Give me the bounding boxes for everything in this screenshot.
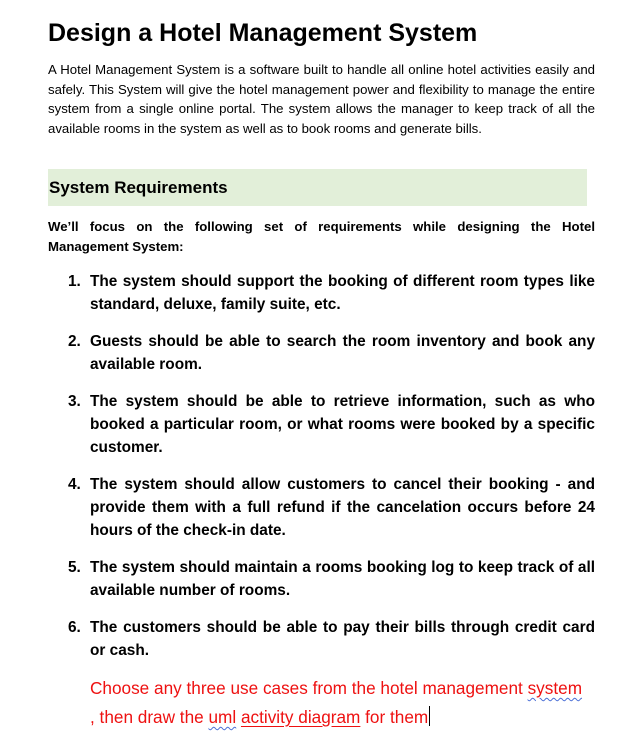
assignment-part-1: Choose any three use cases from the hotel management bbox=[90, 678, 528, 698]
requirement-item bbox=[68, 473, 595, 542]
requirement-number: 2. bbox=[68, 333, 81, 350]
spellcheck-word-system[interactable]: system bbox=[527, 678, 583, 698]
requirement-item bbox=[68, 270, 595, 316]
requirement-text: The system should allow customers to cancel their booking - and provide them with a full refund if the cancelation occurs before 24 hours of the check-in date. bbox=[90, 476, 595, 539]
assignment-text[interactable] bbox=[90, 674, 590, 732]
requirement-number: 6. bbox=[68, 619, 81, 636]
assignment-part-3: for them bbox=[360, 707, 429, 727]
requirements-list bbox=[68, 270, 595, 676]
requirement-text: The customers should be able to pay their bills through credit card or cash. bbox=[90, 619, 595, 659]
requirement-item bbox=[68, 390, 595, 459]
section-heading-text: System Requirements bbox=[49, 178, 228, 197]
requirement-number: 4. bbox=[68, 476, 81, 493]
requirement-number: 3. bbox=[68, 393, 81, 410]
text-caret bbox=[429, 706, 430, 726]
underlined-activity-diagram: activity diagram bbox=[240, 707, 361, 727]
requirement-item bbox=[68, 330, 595, 376]
requirement-number: 5. bbox=[68, 559, 81, 576]
requirement-text: The system should maintain a rooms booking log to keep track of all available number of rooms. bbox=[90, 559, 595, 599]
requirement-item bbox=[68, 616, 595, 662]
requirement-number: 1. bbox=[68, 273, 81, 290]
section-heading-system-requirements bbox=[48, 169, 587, 206]
requirement-text: The system should support the booking of different room types like standard, deluxe, family suite, etc. bbox=[90, 273, 595, 313]
requirement-text: The system should be able to retrieve information, such as who booked a particular room, or what rooms were booked by a specific customer. bbox=[90, 393, 595, 456]
document-title: Design a Hotel Management System bbox=[48, 19, 478, 47]
focus-paragraph: We’ll focus on the following set of requirements while designing the Hotel Management System: bbox=[48, 219, 595, 254]
intro-paragraph: A Hotel Management System is a software built to handle all online hotel activities easily and safely. This System will give the hotel management power and flexibility to manage the entire system from a single online portal. The system allows the manager to keep track of all the available rooms in the system as well as to book rooms and generate bills. bbox=[48, 62, 595, 136]
requirement-text: Guests should be able to search the room inventory and book any available room. bbox=[90, 333, 595, 373]
requirement-item bbox=[68, 556, 595, 602]
spellcheck-word-uml[interactable]: uml bbox=[208, 707, 237, 727]
assignment-part-2: , then draw the bbox=[90, 707, 209, 727]
